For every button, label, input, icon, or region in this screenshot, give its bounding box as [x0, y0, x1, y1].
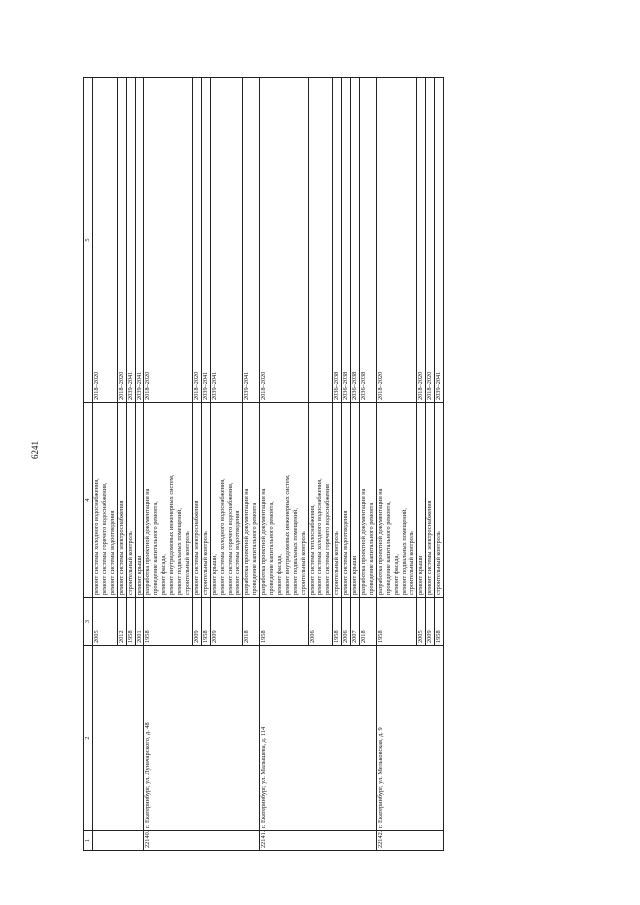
commissioning-year: 2006: [342, 598, 351, 646]
commissioning-year: 2012: [117, 598, 126, 646]
commissioning-year: 2018: [243, 598, 260, 646]
commissioning-year: 2009: [210, 598, 243, 646]
page-number: 6241: [30, 441, 40, 459]
work-types: ремонт системы водоотведения: [342, 403, 351, 598]
work-types: ремонт системы электроснабжения: [426, 403, 435, 598]
commissioning-year: 2009: [192, 598, 201, 646]
work-types: ремонт крыши: [351, 403, 360, 598]
work-types: строительный контроль: [126, 403, 135, 598]
commissioning-year: 2006: [308, 598, 333, 646]
commissioning-year: 2018: [360, 598, 377, 646]
work-types: ремонт крыши: [135, 403, 144, 598]
column-number: 3: [84, 598, 93, 646]
planned-period: 2018–2020: [260, 78, 308, 403]
commissioning-year: 1958: [376, 598, 417, 646]
planned-period: 2018–2020: [426, 78, 435, 403]
work-types: ремонт системы теплоснабжения, ремонт системы холодного водоснабжения, ремонт системы горячего водоснабжения: [308, 403, 333, 598]
work-types: разработка проектной документации на проведение капитального ремонта: [243, 403, 260, 598]
commissioning-year: 2005: [417, 598, 426, 646]
column-number: 4: [84, 403, 93, 598]
planned-period: 2018–2020: [117, 78, 126, 403]
table-row: [376, 78, 417, 851]
repair-schedule-rotated: [83, 78, 603, 851]
commissioning-year: 2005: [93, 598, 118, 646]
column-number-row: [84, 78, 93, 851]
commissioning-year: 1958: [126, 598, 135, 646]
commissioning-year: 2007: [351, 598, 360, 646]
column-number: 1: [84, 831, 93, 851]
planned-period: 2018–2020: [192, 78, 201, 403]
work-types: разработка проектной документации на проведение капитального ремонта: [360, 403, 377, 598]
planned-period: 2036–2038: [342, 78, 351, 403]
planned-period: 2039–2041: [210, 78, 243, 403]
work-types: строительный контроль: [435, 403, 444, 598]
commissioning-year: 1958: [201, 598, 210, 646]
table-row: [260, 78, 308, 851]
commissioning-year: 1958: [260, 598, 308, 646]
planned-period: [308, 78, 333, 403]
repair-schedule-table-frame: [83, 78, 603, 851]
commissioning-year: 1958: [144, 598, 192, 646]
work-types: строительный контроль: [333, 403, 342, 598]
planned-period: 2018–2020: [144, 78, 192, 403]
commissioning-year: 2009: [426, 598, 435, 646]
object-address: г. Екатеринбург, ул. Луначарского, д. 48: [144, 646, 260, 831]
work-types: ремонт системы электроснабжения: [192, 403, 201, 598]
object-number: 22140.: [144, 831, 260, 851]
planned-period: 2018–2020: [376, 78, 417, 403]
column-number: 2: [84, 646, 93, 831]
object-number: 22141.: [260, 831, 377, 851]
work-types: ремонт крыши, ремонт системы холодного водоснабжения, ремонт системы горячего водоснабжения, ремонт системы водоотведения: [210, 403, 243, 598]
work-types: разработка проектной документации на проведение капитального ремонта, ремонт фасада, ремонт внутридомовых инженерных систем, ремонт подвальных помещений, строительный контроль: [144, 403, 192, 598]
work-types: ремонт крыши: [417, 403, 426, 598]
table-row: [93, 78, 118, 851]
planned-period: 2018–2020: [93, 78, 118, 403]
work-types: разработка проектной документации на проведение капитального ремонта, ремонт фасада, ремонт внутридомовых инженерных систем, ремонт подвальных помещений, строительный контроль: [260, 403, 308, 598]
repair-schedule-table: [83, 77, 444, 851]
commissioning-year: 1958: [333, 598, 342, 646]
table-body: [93, 78, 444, 851]
object-number: 22142.: [376, 831, 443, 851]
work-types: разработка проектной документации на проведение капитального ремонта, ремонт фасада, ремонт подвальных помещений, строительный контроль: [376, 403, 417, 598]
planned-period: 2039–2041: [243, 78, 260, 403]
planned-period: 2039–2041: [435, 78, 444, 403]
commissioning-year: 2001: [135, 598, 144, 646]
object-number: [93, 831, 144, 851]
commissioning-year: 1958: [435, 598, 444, 646]
table-row: [144, 78, 192, 851]
work-types: ремонт системы холодного водоснабжения, ремонт системы горячего водоснабжения, ремонт системы водоотведения: [93, 403, 118, 598]
planned-period: 2018–2020: [417, 78, 426, 403]
work-types: ремонт системы электроснабжения: [117, 403, 126, 598]
planned-period: 2039–2041: [126, 78, 135, 403]
planned-period: 2036–2038: [360, 78, 377, 403]
planned-period: 2039–2041: [201, 78, 210, 403]
work-types: строительный контроль: [201, 403, 210, 598]
planned-period: 2036–2038: [351, 78, 360, 403]
object-address: г. Екатеринбург, ул. Малышева, д. 114: [260, 646, 377, 831]
column-number: 5: [84, 78, 93, 403]
planned-period: 2036–2038: [333, 78, 342, 403]
object-address: г. Екатеринбург, ул. Мельковская, д. 9: [376, 646, 443, 831]
object-address: [93, 646, 144, 831]
planned-period: 2039–2041: [135, 78, 144, 403]
